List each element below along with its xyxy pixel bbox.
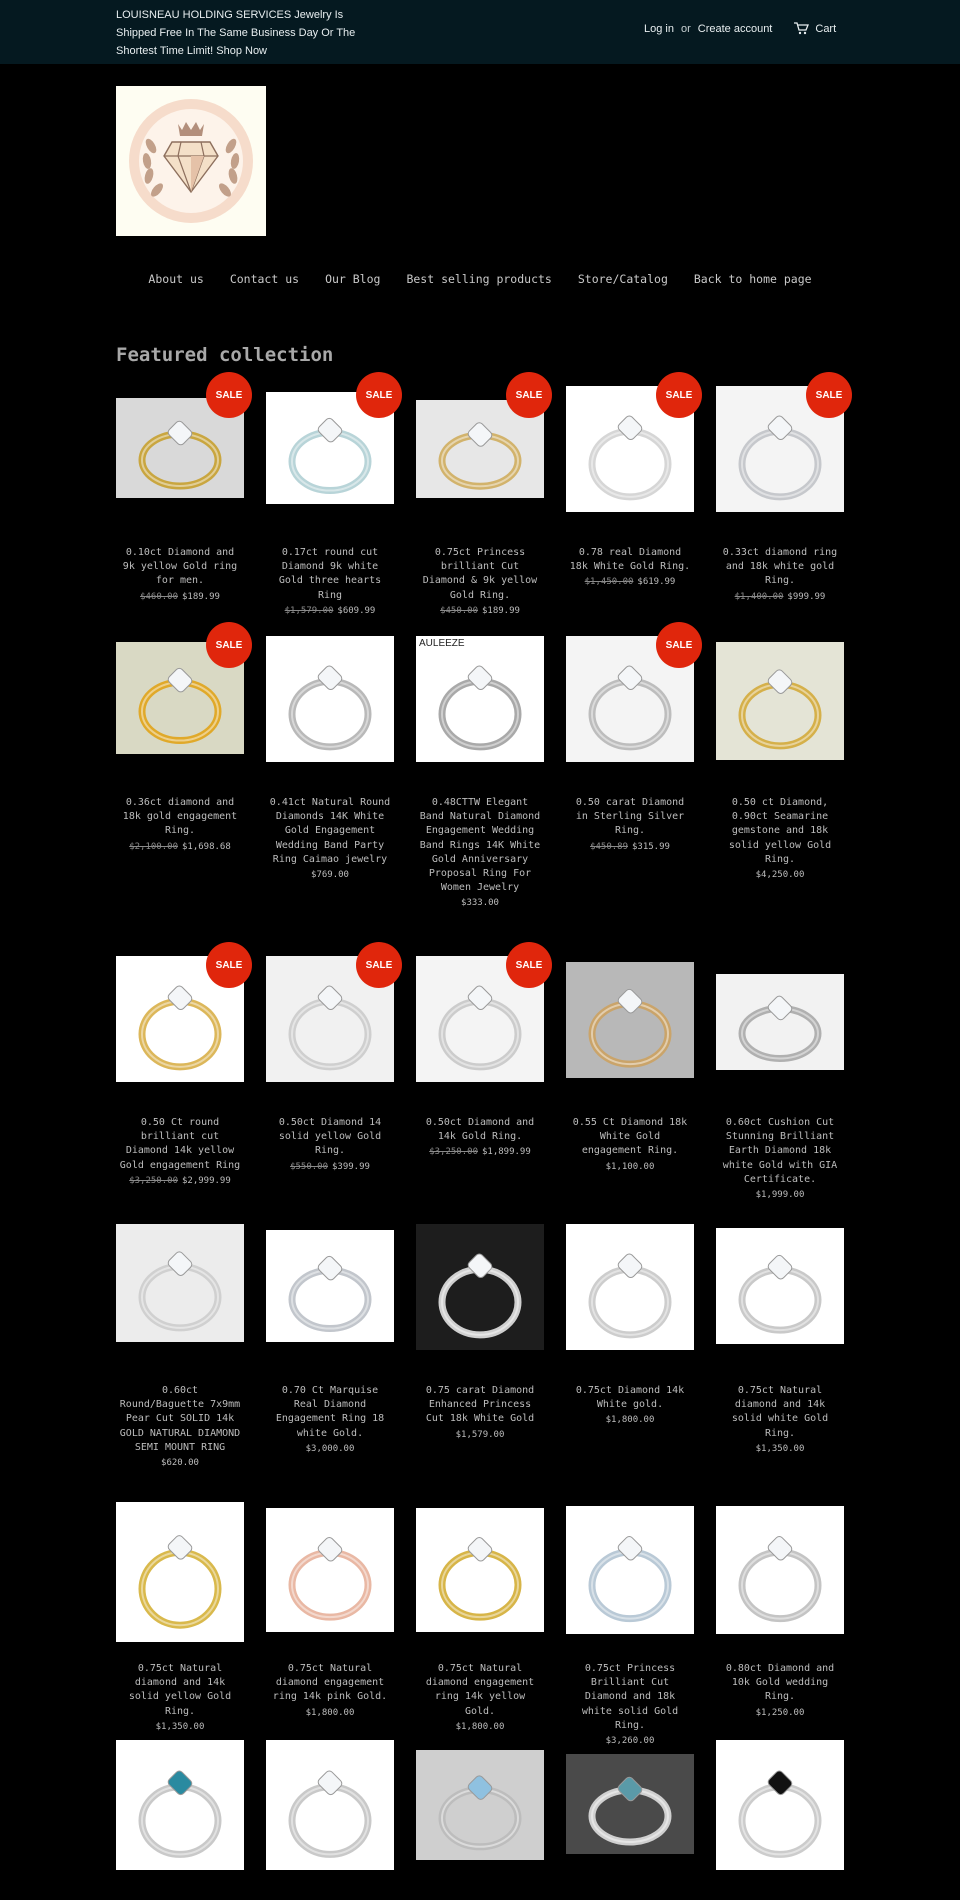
ring-icon [716,1228,844,1344]
product-price [566,1415,694,1425]
product-image-box[interactable] [266,1750,394,1900]
product-price [116,1176,244,1186]
product-image[interactable] [416,1224,544,1350]
ring-icon [266,1508,394,1632]
or-separator: or [680,22,691,35]
product-image-box[interactable] [716,380,844,530]
current-price: $1,100.00 [605,1161,655,1172]
product-price [416,1722,544,1732]
announcement-bar [0,0,960,64]
product-title[interactable]: 0.50ct Diamond 14 solid yellow Gold Ring. [278,1117,382,1157]
product-title[interactable]: 0.70 Ct Marquise Real Diamond Engagement Ring 18 white Gold. [275,1385,385,1439]
account-links [644,22,836,35]
current-price: $1,899.99 [482,1147,531,1158]
ring-icon [566,1224,694,1350]
product-card[interactable] [116,950,244,1186]
original-price: $3,250.00 [429,1147,478,1158]
product-title[interactable]: 0.75ct Natural diamond engagement ring 14k yellow Gold. [425,1663,535,1717]
product-card[interactable] [116,380,244,602]
product-title[interactable]: 0.41ct Natural Round Diamonds 14K White Gold Engagement Wedding Band Party Ring Caimao jewelry [269,797,391,865]
product-price [266,606,394,616]
sale-badge: SALE [656,372,702,418]
product-price [566,842,694,852]
product-card[interactable] [716,1750,844,1900]
current-price: $769.00 [311,870,349,881]
ring-icon [716,974,844,1070]
product-title[interactable]: 0.48CTTW Elegant Band Natural Diamond Engagement Wedding Band Rings 14K White Gold Anniversary Proposal Ring For Women Jewelry [419,797,541,894]
current-price: $333.00 [461,898,499,909]
product-title[interactable]: 0.80ct Diamond and 10k Gold wedding Ring. [725,1663,835,1703]
product-title[interactable]: 0.78 real Diamond 18k White Gold Ring. [569,547,691,573]
product-title[interactable]: 0.75ct Diamond 14k White gold. [575,1385,685,1411]
product-price [566,577,694,587]
product-price [716,870,844,880]
product-card[interactable] [716,1496,844,1718]
current-price: $4,250.00 [755,870,805,881]
product-image[interactable] [566,1506,694,1634]
original-price: $3,250.00 [129,1175,178,1186]
main-nav [0,272,960,286]
section-title: Featured collection [116,344,334,366]
current-price: $1,579.00 [455,1429,505,1440]
cart-label: Cart [815,22,837,35]
product-image[interactable] [116,1740,244,1870]
ring-icon [416,1508,544,1632]
product-card[interactable] [566,1750,694,1900]
product-card[interactable] [566,380,694,587]
create-account-link[interactable]: Create account [697,22,773,35]
original-price: $1,400.00 [734,591,784,602]
product-image[interactable] [266,1740,394,1870]
ring-icon [266,1740,394,1870]
nav-about-us[interactable]: About us [148,272,204,286]
product-image[interactable] [716,974,844,1070]
product-card[interactable] [266,950,394,1172]
cart-icon [794,22,809,35]
product-image[interactable] [566,1754,694,1854]
product-title[interactable]: 0.75ct Natural diamond and 14k solid yellow Gold Ring. [128,1663,232,1717]
product-image-box[interactable] [566,950,694,1100]
original-price: $460.00 [140,591,178,602]
product-card[interactable] [566,1496,694,1746]
product-image-box[interactable] [416,380,544,530]
current-price: $1,800.00 [455,1721,505,1732]
product-price [116,592,244,602]
product-price [716,1708,844,1718]
sale-badge: SALE [206,372,252,418]
product-image-box[interactable] [116,950,244,1100]
product-image[interactable] [716,1228,844,1344]
ring-icon [116,1224,244,1342]
product-card[interactable] [566,1218,694,1425]
sale-badge: SALE [206,622,252,668]
nav-our-blog[interactable]: Our Blog [325,272,381,286]
ring-icon [116,1740,244,1870]
product-image[interactable] [716,1740,844,1870]
product-card[interactable] [416,1218,544,1440]
sale-badge: SALE [506,942,552,988]
product-image[interactable] [266,1508,394,1632]
login-link[interactable]: Log in [644,22,674,35]
product-image[interactable] [266,636,394,762]
product-image-box[interactable] [416,1750,544,1900]
product-title[interactable]: 0.75ct Princess Brilliant Cut Diamond and 18k white solid Gold Ring. [581,1663,679,1731]
product-image-box[interactable] [266,1496,394,1646]
product-image-box[interactable] [116,630,244,780]
current-price: $3,000.00 [305,1443,355,1454]
product-price [416,1147,544,1157]
ring-icon [266,636,394,762]
product-image-box[interactable] [416,1218,544,1368]
product-price [566,1162,694,1172]
product-image[interactable] [266,1230,394,1342]
product-card[interactable] [716,950,844,1200]
product-image[interactable] [416,636,544,762]
product-image[interactable] [566,962,694,1078]
ring-icon [566,962,694,1078]
product-image-box[interactable] [716,1218,844,1368]
store-logo[interactable] [116,86,266,236]
current-price: $3,260.00 [605,1736,655,1747]
current-price: $620.00 [161,1458,199,1469]
product-image[interactable] [116,1224,244,1342]
current-price: $1,800.00 [605,1415,655,1426]
original-price: $550.00 [290,1161,328,1172]
current-price: $619.99 [637,577,676,588]
product-image[interactable] [416,1750,544,1860]
product-price [416,606,544,616]
product-image-box[interactable] [116,1496,244,1646]
sale-badge: SALE [656,622,702,668]
sale-badge: SALE [506,372,552,418]
product-image-box[interactable] [266,1218,394,1368]
product-price [566,1736,694,1746]
product-image[interactable] [566,1224,694,1350]
product-title[interactable]: 0.75ct Natural diamond engagement ring 14k pink Gold. [272,1663,388,1703]
product-image-box[interactable] [266,630,394,780]
announcement-text[interactable]: LOUISNEAU HOLDING SERVICES Jewelry Is Shipped Free In The Same Business Day Or The Shortest Time Limit! Shop Now [116,9,356,57]
product-card[interactable] [266,1496,394,1718]
product-price [716,1444,844,1454]
product-card[interactable] [116,1496,244,1732]
original-price: $450.89 [590,841,628,852]
current-price: $999.99 [787,591,826,602]
product-card[interactable] [116,1750,244,1900]
product-image-box[interactable] [266,950,394,1100]
product-image-box[interactable] [566,1750,694,1900]
product-title[interactable]: 0.50 Ct round brilliant cut Diamond 14k yellow Gold engagement Ring [119,1117,241,1171]
product-title[interactable]: 0.10ct Diamond and 9k yellow Gold ring for men. [122,547,238,587]
product-card[interactable] [416,1496,544,1732]
product-price [116,1722,244,1732]
product-image-box[interactable] [566,380,694,530]
product-price [266,870,394,880]
sale-badge: SALE [356,372,402,418]
product-title[interactable]: 0.33ct diamond ring and 18k white gold Ring. [722,547,838,587]
original-price: $1,450.00 [584,577,634,588]
product-image[interactable] [716,642,844,760]
product-card[interactable] [116,1218,244,1468]
ring-icon [716,1506,844,1634]
product-title[interactable]: 0.50 ct Diamond, 0.90ct Seamarine gemstone and 18k solid yellow Gold Ring. [728,797,832,865]
product-title[interactable]: 0.17ct round cut Diamond 9k white Gold three hearts Ring [278,547,382,601]
product-image-box[interactable] [566,1218,694,1368]
product-card[interactable] [116,630,244,852]
product-image-box[interactable] [566,630,694,780]
product-title[interactable]: 0.60ct Round/Baguette 7x9mm Pear Cut SOLID 14k GOLD NATURAL DIAMOND SEMI MOUNT RING [119,1385,241,1453]
sale-badge: SALE [356,942,402,988]
ring-icon [566,1754,694,1854]
image-caption: AULEEZE [419,638,465,649]
product-image-box[interactable] [716,630,844,780]
product-price [116,1458,244,1468]
original-price: $2,100.00 [129,841,178,852]
product-card[interactable] [716,630,844,880]
nav-best-selling[interactable]: Best selling products [406,272,552,286]
product-card[interactable] [266,1218,394,1454]
product-image-box[interactable] [116,1218,244,1368]
nav-store-catalog[interactable]: Store/Catalog [577,272,668,286]
product-card[interactable] [716,380,844,602]
product-image-box[interactable] [116,380,244,530]
current-price: $1,999.00 [755,1190,805,1201]
product-title[interactable]: 0.75 carat Diamond Enhanced Princess Cut 18k White Gold [425,1385,535,1425]
product-price [266,1708,394,1718]
current-price: $399.99 [332,1161,370,1172]
product-image-box[interactable] [266,380,394,530]
diamond-crest-logo-icon [116,86,266,236]
product-card[interactable] [566,630,694,852]
product-image-box[interactable] [116,1750,244,1900]
original-price: $1,579.00 [284,605,334,616]
sale-badge: SALE [206,942,252,988]
product-price [266,1162,394,1172]
product-card[interactable] [416,630,544,908]
current-price: $189.99 [182,591,220,602]
product-title[interactable]: 0.50 carat Diamond in Sterling Silver Ring. [575,797,685,837]
product-price [116,842,244,852]
nav-contact-us[interactable]: Contact us [229,272,300,286]
product-image-box[interactable] [716,950,844,1100]
product-card[interactable] [416,950,544,1157]
product-title[interactable]: 0.55 Ct Diamond 18k White Gold engagement Ring. [572,1117,688,1157]
product-card[interactable] [566,950,694,1172]
current-price: $2,999.99 [182,1175,231,1186]
current-price: $1,250.00 [755,1707,805,1718]
product-card[interactable] [416,380,544,616]
product-image[interactable] [416,1508,544,1632]
ring-icon [416,636,544,762]
product-card[interactable] [266,380,394,616]
ring-icon [716,642,844,760]
product-image[interactable] [716,1506,844,1634]
ring-icon [416,1224,544,1350]
product-title[interactable]: 0.75ct Princess brilliant Cut Diamond & 9k yellow Gold Ring. [422,547,538,601]
product-title[interactable]: 0.36ct diamond and 18k gold engagement Ring. [122,797,238,837]
product-image[interactable] [116,1502,244,1642]
ring-icon [416,1750,544,1860]
product-image-box[interactable] [566,1496,694,1646]
product-card[interactable] [266,630,394,880]
current-price: $1,698.68 [182,841,231,852]
product-price [266,1444,394,1454]
current-price: $1,350.00 [755,1443,805,1454]
product-price [716,1190,844,1200]
current-price: $189.99 [482,605,520,616]
ring-icon [566,1506,694,1634]
cart-link[interactable] [794,22,836,35]
product-title[interactable]: 0.60ct Cushion Cut Stunning Brilliant Earth Diamond 18k white Gold with GIA Certificate. [722,1117,838,1185]
ring-icon [266,1230,394,1342]
product-title[interactable]: 0.75ct Natural diamond and 14k solid white Gold Ring. [731,1385,829,1439]
product-title[interactable]: 0.50ct Diamond and 14k Gold Ring. [425,1117,535,1143]
product-price [416,898,544,908]
product-image-box[interactable] [716,1496,844,1646]
ring-icon [716,1740,844,1870]
product-image-box[interactable] [716,1750,844,1900]
current-price: $1,350.00 [155,1721,205,1732]
sale-badge: SALE [806,372,852,418]
product-price [716,592,844,602]
product-image-box[interactable] [416,950,544,1100]
product-image-box[interactable] [416,630,544,780]
product-card[interactable] [416,1750,544,1900]
nav-back-home[interactable]: Back to home page [693,272,812,286]
product-card[interactable] [266,1750,394,1900]
original-price: $450.00 [440,605,478,616]
current-price: $609.99 [337,605,376,616]
current-price: $315.99 [632,841,670,852]
product-card[interactable] [716,1218,844,1454]
product-image-box[interactable] [416,1496,544,1646]
ring-icon [116,1502,244,1642]
current-price: $1,800.00 [305,1707,355,1718]
product-price [416,1430,544,1440]
